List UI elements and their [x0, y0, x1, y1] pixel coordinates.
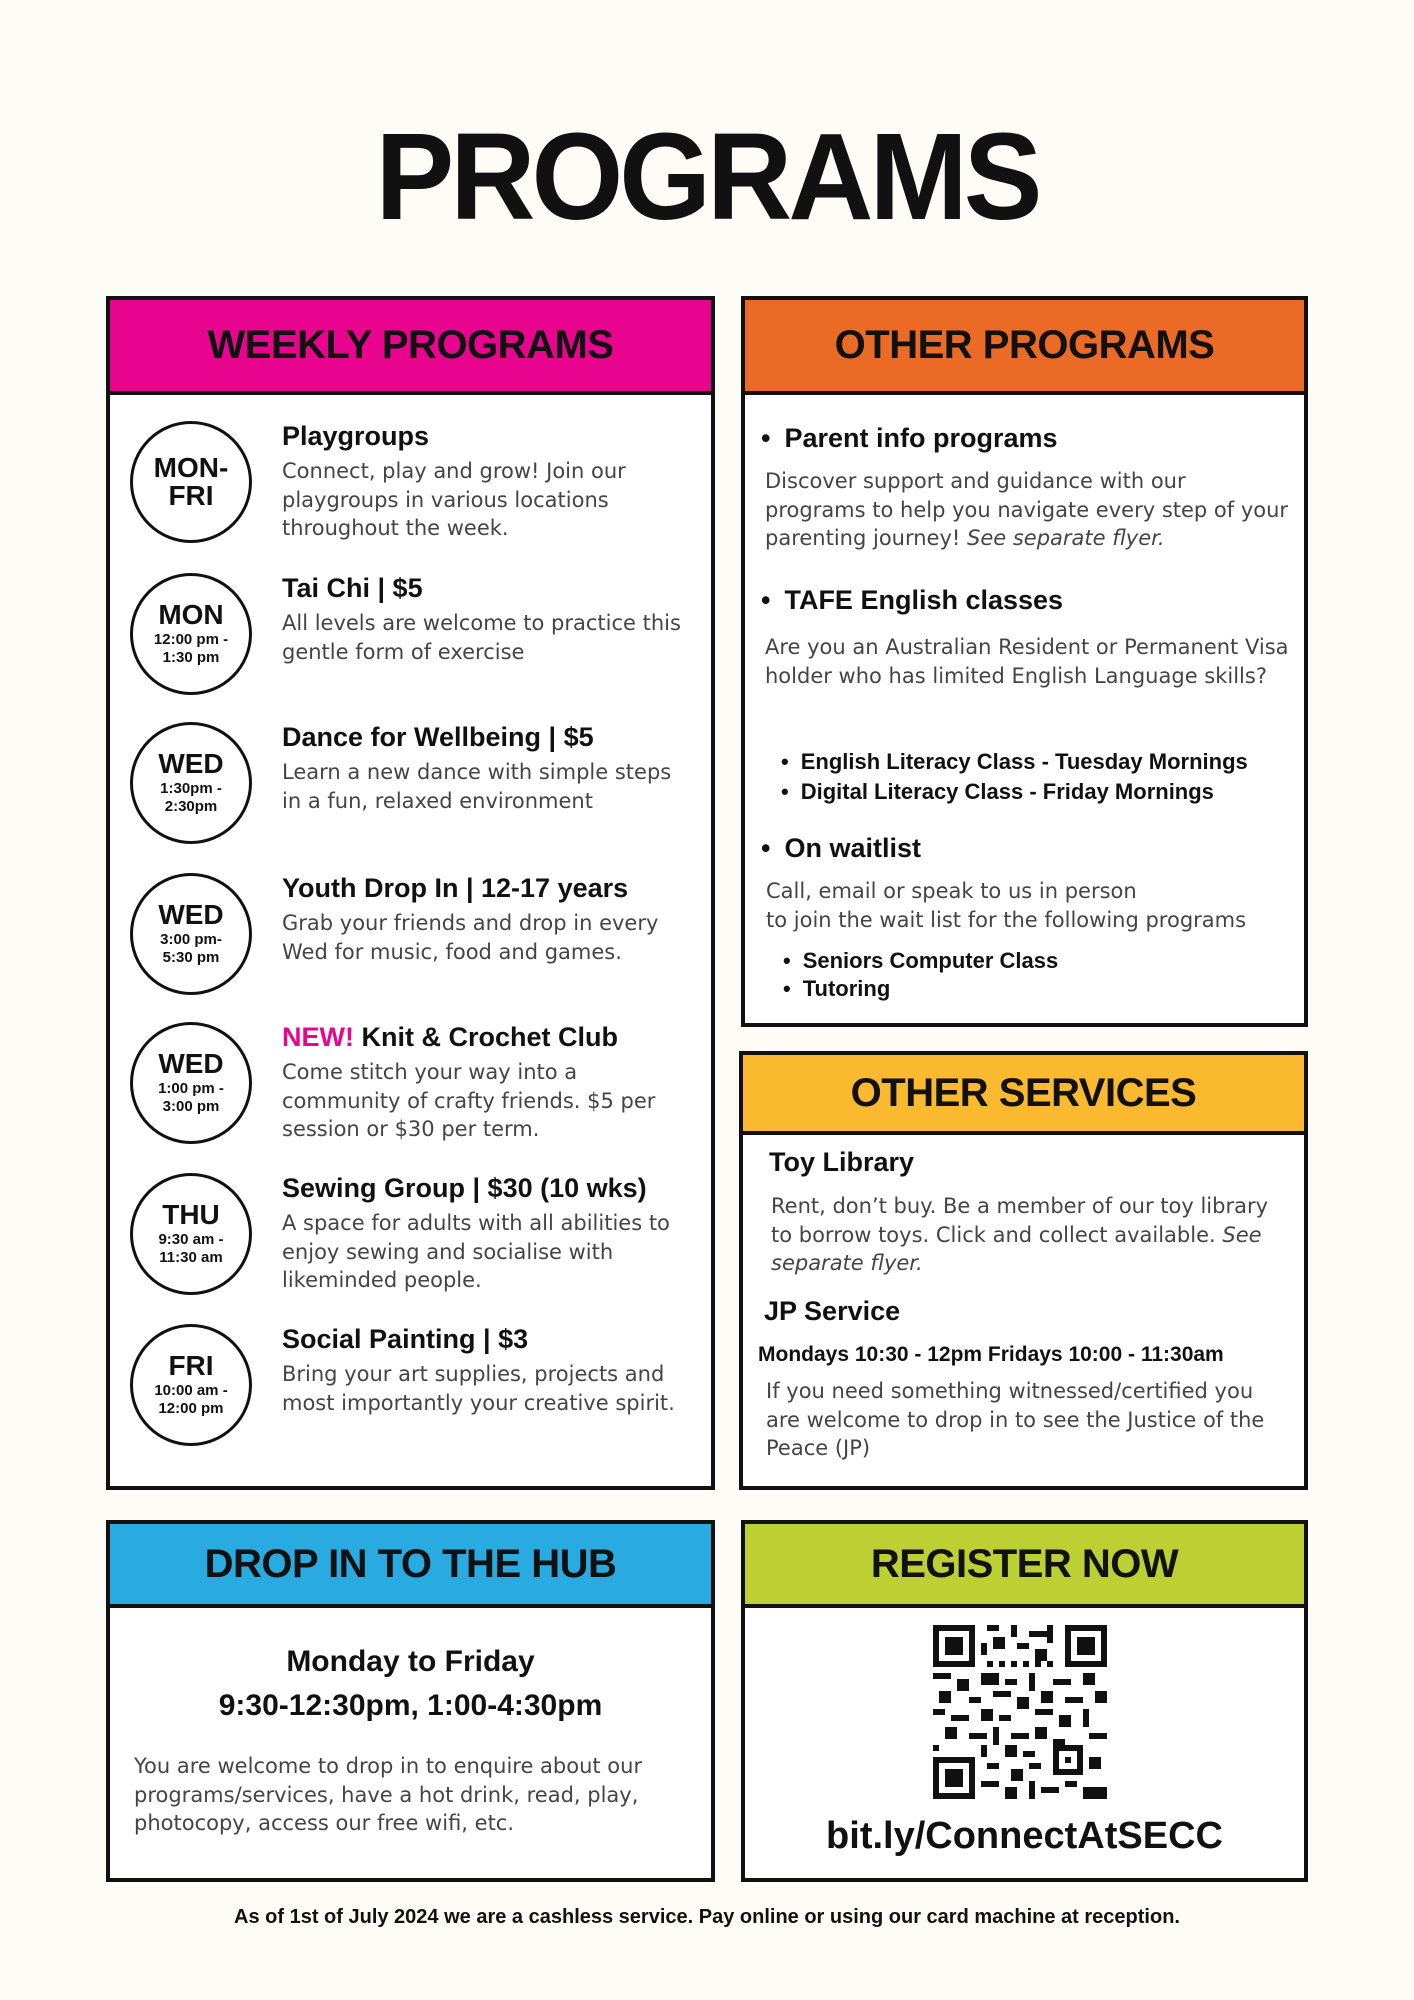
time-label: 12:00 pm - 1:30 pm — [153, 631, 229, 666]
page-title: PROGRAMS — [375, 107, 1039, 247]
register-link[interactable]: bit.ly/ConnectAtSECC — [826, 1815, 1223, 1857]
drop-in-times: 9:30-12:30pm, 1:00-4:30pm — [218, 1689, 603, 1722]
day-label: MON — [158, 599, 224, 630]
other-services-heading: OTHER SERVICES — [743, 1055, 1304, 1135]
jp-service-hours: Mondays 10:30 - 12pm Fridays 10:00 - 11:30am — [758, 1343, 1224, 1366]
waitlist-description: Call, email or speak to us in person to join the wait list for the following programs — [766, 879, 1247, 932]
parent-info-heading: • Parent info programs — [761, 423, 1058, 454]
drop-in-description: You are welcome to drop in to enquire about our programs/services, have a hot drink, read, play, photocopy, access our free wifi, etc. — [134, 1754, 643, 1835]
day-badge — [130, 1173, 252, 1295]
footer-note: As of 1st of July 2024 we are a cashless service. Pay online or using our card machine at reception. — [234, 1906, 1180, 1928]
time-label: 1:00 pm - 3:00 pm — [158, 1080, 224, 1115]
program-title: Sewing Group | $30 (10 wks) — [282, 1173, 647, 1203]
time-label: 9:30 am - 11:30 am — [158, 1231, 224, 1266]
program-description: Come stitch your way into a community of crafty friends. $5 per session or $30 per term. — [282, 1060, 656, 1141]
program-description: A space for adults with all abilities to enjoy sewing and socialise with likeminded people. — [282, 1211, 670, 1292]
program-title: Social Painting | $3 — [282, 1324, 529, 1354]
day-badge — [130, 873, 252, 995]
day-label: MON- FRI — [153, 452, 229, 511]
drop-in-panel — [106, 1520, 715, 1882]
program-description: Learn a new dance with simple steps in a fun, relaxed environment — [282, 760, 672, 813]
day-label: THU — [162, 1199, 220, 1230]
program-title: Tai Chi | $5 — [282, 573, 423, 603]
jp-service-heading: JP Service — [764, 1296, 901, 1326]
other-programs-panel — [741, 296, 1308, 1027]
tafe-class-item: • Digital Literacy Class - Friday Mornings — [781, 777, 1214, 806]
new-tag: NEW! — [282, 1022, 354, 1052]
program-title: Youth Drop In | 12-17 years — [282, 873, 629, 903]
waitlist-item: • Tutoring — [783, 974, 890, 1003]
qr-code-icon[interactable] — [933, 1625, 1107, 1799]
day-badge — [130, 1022, 252, 1144]
parent-info-description: Discover support and guidance with our programs to help you navigate every step of your parenting journey! See separate flyer. — [765, 469, 1289, 550]
register-panel — [741, 1520, 1308, 1882]
program-description: Grab your friends and drop in every Wed for music, food and games. — [282, 911, 659, 964]
day-badge — [130, 722, 252, 844]
other-services-panel — [739, 1051, 1308, 1490]
register-heading: REGISTER NOW — [745, 1524, 1304, 1608]
time-label: 1:30pm - 2:30pm — [160, 780, 222, 815]
waitlist-heading: • On waitlist — [761, 833, 921, 864]
program-description: All levels are welcome to practice this gentle form of exercise — [282, 611, 681, 664]
drop-in-hours — [110, 1640, 711, 1728]
day-badge — [130, 421, 252, 543]
toy-library-heading: Toy Library — [769, 1147, 915, 1177]
day-label: FRI — [168, 1350, 214, 1381]
tafe-heading: • TAFE English classes — [761, 585, 1063, 616]
day-label: WED — [158, 748, 224, 779]
day-label: WED — [158, 899, 224, 930]
program-title — [282, 1022, 618, 1053]
program-description: Connect, play and grow! Join our playgroups in various locations throughout the week. — [282, 459, 626, 540]
weekly-programs-heading: WEEKLY PROGRAMS — [110, 300, 711, 395]
time-label: 10:00 am - 12:00 pm — [154, 1382, 228, 1417]
time-label: 3:00 pm- 5:30 pm — [160, 931, 222, 966]
jp-service-description: If you need something witnessed/certified you are welcome to drop in to see the Justice of the Peace (JP) — [766, 1379, 1265, 1460]
day-label: WED — [158, 1048, 224, 1079]
program-title: Playgroups — [282, 421, 430, 451]
weekly-programs-panel — [106, 296, 715, 1490]
toy-library-description: Rent, don’t buy. Be a member of our toy library to borrow toys. Click and collect available. See separate flyer. — [771, 1194, 1269, 1275]
other-programs-heading: OTHER PROGRAMS — [745, 300, 1304, 395]
program-title: Dance for Wellbeing | $5 — [282, 722, 594, 752]
program-title-text: Knit & Crochet Club — [361, 1022, 618, 1052]
day-badge — [130, 573, 252, 695]
program-description: Bring your art supplies, projects and most importantly your creative spirit. — [282, 1362, 675, 1415]
tafe-class-item: • English Literacy Class - Tuesday Mornings — [781, 747, 1248, 776]
day-badge — [130, 1324, 252, 1446]
tafe-description: Are you an Australian Resident or Permanent Visa holder who has limited English Language skills? — [765, 635, 1289, 688]
drop-in-days: Monday to Friday — [286, 1645, 535, 1678]
drop-in-heading: DROP IN TO THE HUB — [110, 1524, 711, 1608]
waitlist-item: • Seniors Computer Class — [783, 946, 1058, 975]
